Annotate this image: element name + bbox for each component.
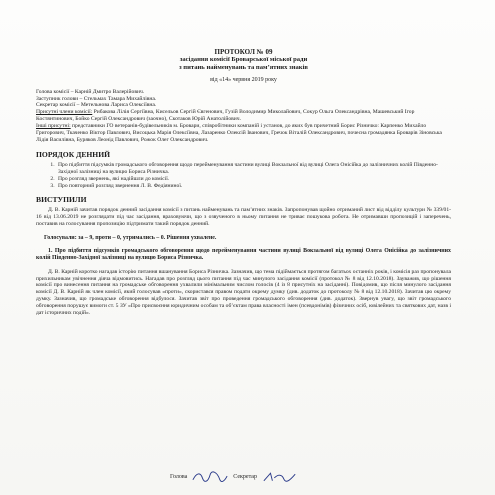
signature-line (170, 470, 299, 484)
attendance-block (36, 89, 451, 144)
document-header (36, 48, 451, 73)
commission-deputy: Заступник голови – Стельмах Тамара Михайлівна. (36, 95, 157, 102)
protocol-title: ПРОТОКОЛ № 09 (214, 48, 273, 56)
speeches-title: ВИСТУПИЛИ (36, 195, 87, 205)
secretary-signature-icon (261, 470, 299, 484)
speech-text: зачитав порядок денний засідання комісії з питань найменувань та пам’ятних знаків. Запропонував щойно отриманий лист від відділу культури № 339/01-16 від 13.06.2019 не розглядати під час засідання, враховуючи, що з озвученого в ньому питання не триває пошукова робота. Не отримавши пропозицій і заперечень, поставив на голосування пропозицію підтримати такий порядок денний. (36, 207, 451, 228)
item1-speech-text: коротко нагадав історію питання вшанування Бориса Різничка. Зазначив, що тема підіймається протягом багатьох останніх років, і комісія раз пропонувала прихильникам увічнення діяча відмовитись. Нагадав про розгляд цього питання під час минулого засідання комісії (протокол № 8 від 12.10.2018). Зауважив, що рішення комісії про винесення питання на громадське обговорення ухвалили мінімальним числом голосів (4 із 8 присутніх на засіданні). Повідомив, що після минулого засідання комісії Д. В. Карній як член комісії, який голосував «проти», скористався правом подати окрему думку (див. додаток до протоколу № 8 від 12.10.2018). Зачитав цю окрему думку. Зазначив, що громадське обговорення відбулося. Зачитав звіт про проведення громадського обговорення (див. додаток). Звернув увагу, що звіт громадського обговорення порушує вимоги ст. 5 ЗУ «Про присвоєння юридичним особам та об’єктам права власності імен (псевдонімів) фізичних осіб, ювілейних та святкових дат, назв і дат історичних подій». (36, 268, 451, 317)
head-signature-label: Голова (170, 474, 188, 480)
head-signature-icon (191, 470, 229, 484)
vote-result: Голосували: за – 9, проти – 0, утримались – 0. Рішення ухвалене. (44, 235, 217, 242)
invited-label: Інші присутні: (36, 123, 71, 130)
agenda-title: ПОРЯДОК ДЕННИЙ (36, 149, 111, 159)
invited-text: представники ГО ветеранів-будівельників м. Бровари, співробітники компаній і установ, до яких був причетний Борис Різничко: Карпенко Михайло Григорович, Ткаченко Віктор Павлович, Висоцька Марія Олексіївна, Лазаренко Олексій Іванович, Гречок Віталій Олександрович, почесна громадянка Броварів Зіновська Лідія Василівна, Буряков Леонід Павлович, Рожок Олег Олександрович. (36, 123, 442, 143)
agenda-item: 1. Про підбиття підсумків громадського обговорення щодо перейменування частини вулиці Вокзальної від вулиці Олега Онісійка до залізничних колій Південно-Західної залізниці на вулицю Бориса Різничка. (56, 162, 451, 176)
header-line-2: засідання комісії Броварської міської ради (179, 56, 308, 64)
agenda-list (36, 162, 451, 190)
protocol-date: від «14» червня 2019 року (210, 76, 277, 83)
commission-secretary: Секретар комісії – Метельнова Лариса Олексіївна. (36, 102, 157, 109)
item1-speaker: Д. В. Карній (48, 268, 78, 275)
item1-heading: 1. Про підбиття підсумків громадського обговорення щодо перейменування частини вулиці Вокзальної від вулиці Олега Онісійка до залізничних колій Південно-Західної залізниці на вулицю Бориса Різничка. (36, 248, 451, 262)
invited-persons (36, 123, 451, 144)
item1-speech (36, 269, 451, 317)
present-text: Рибакова Лілія Сергіївна, Кисельов Сергій Євгенович, Гузій Володимир Миколайович, Сокур Ольга Олександрівна, Машевський Ігор Костянтинович, Бойко Сергій Олександрович (заочно), Скотаков Юрій Анатолійович. (36, 109, 415, 123)
agenda-item: 2. Про розгляд звернень, які надійшли до комісії. (56, 176, 451, 183)
agenda-item: 3. Про повторний розгляд звернення Л. В. Федіяниної. (56, 183, 451, 190)
speech-paragraph (36, 207, 451, 228)
commission-head: Голова комісії – Карній Дмитро Валерійович. (36, 88, 145, 95)
present-label: Присутні члени комісії: (36, 109, 93, 116)
speaker-name: Д. В. Карній (48, 207, 78, 214)
header-line-3: з питань найменувань та пам’ятних знаків (179, 64, 308, 72)
present-members (36, 109, 451, 123)
secretary-signature-label: Секретар (233, 474, 257, 480)
